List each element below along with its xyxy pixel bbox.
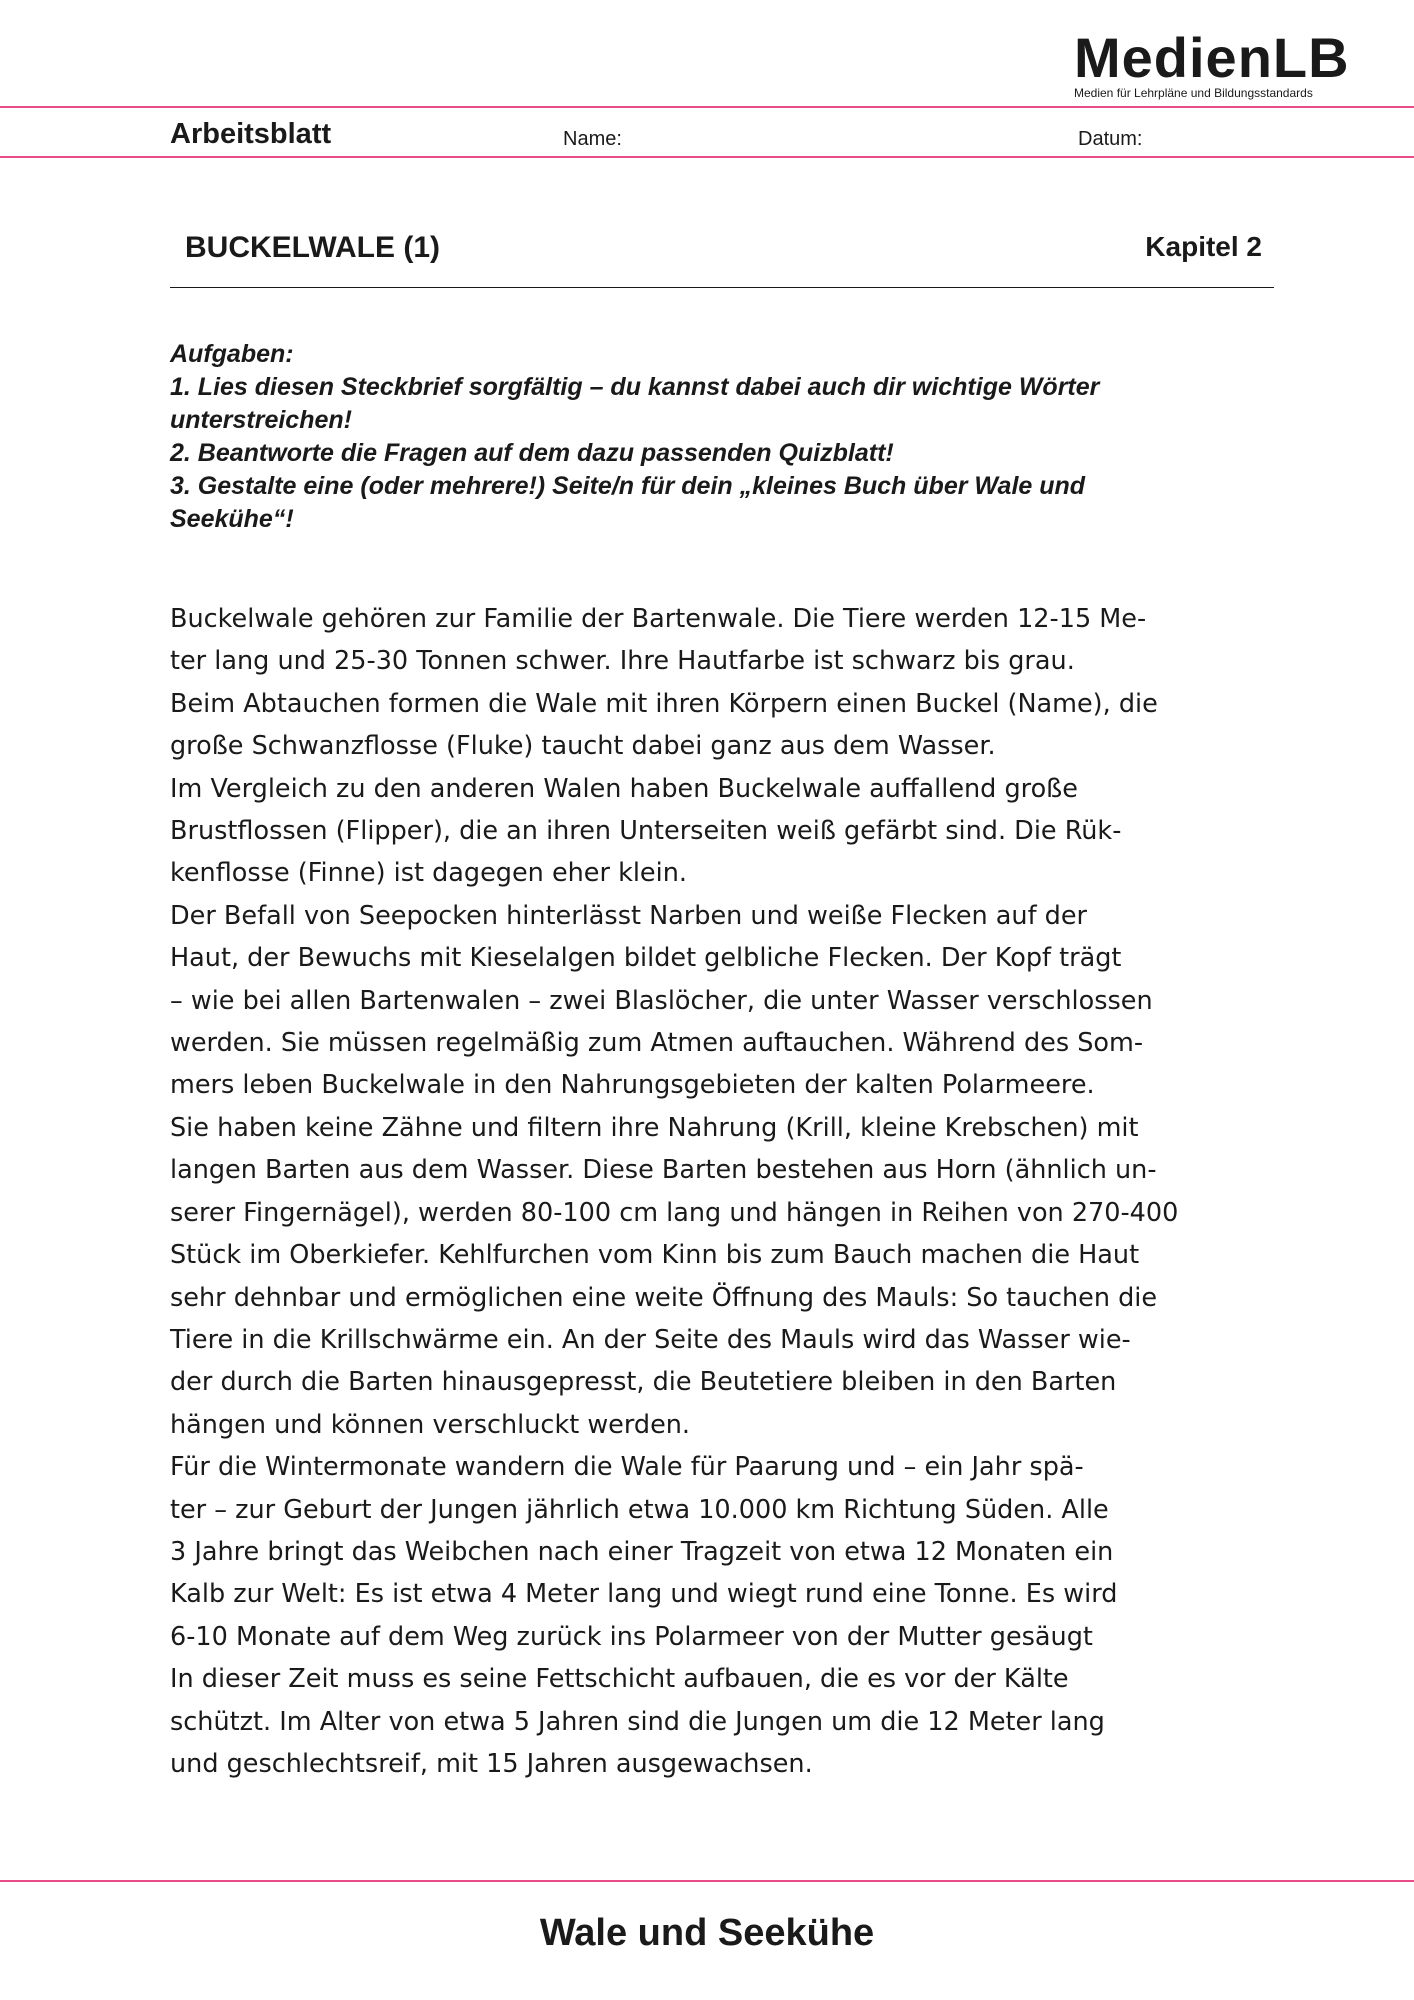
text-line: – wie bei allen Bartenwalen – zwei Blaslöcher, die unter Wasser verschlossen: [170, 985, 1153, 1016]
task-line: 2. Beantworte die Fragen auf dem dazu passenden Quizblatt!: [170, 439, 894, 467]
task-line: Seekühe“!: [170, 505, 294, 533]
name-label: Name:: [563, 128, 622, 150]
text-line: große Schwanzflosse (Fluke) taucht dabei ganz aus dem Wasser.: [170, 731, 996, 762]
text-line: 3 Jahre bringt das Weibchen nach einer Tragzeit von etwa 12 Monaten ein: [170, 1536, 1114, 1567]
chapter-label: Kapitel 2: [1145, 231, 1262, 262]
section-heading: [170, 227, 1274, 288]
section-title: BUCKELWALE (1): [185, 231, 440, 264]
text-line: kenflosse (Finne) ist dagegen eher klein.: [170, 858, 687, 889]
header-top-divider: [0, 106, 1414, 108]
text-line: 6-10 Monate auf dem Weg zurück ins Polarmeer von der Mutter gesäugt: [170, 1621, 1093, 1652]
text-line: Brustflossen (Flipper), die an ihren Unterseiten weiß gefärbt sind. Die Rük-: [170, 816, 1122, 847]
text-line: Kalb zur Welt: Es ist etwa 4 Meter lang und wiegt rund eine Tonne. Es wird: [170, 1579, 1118, 1610]
logo-name: MedienLB: [1074, 26, 1350, 89]
text-line: ter lang und 25-30 Tonnen schwer. Ihre Hautfarbe ist schwarz bis grau.: [170, 646, 1075, 677]
text-line: ter – zur Geburt der Jungen jährlich etwa 10.000 km Richtung Süden. Alle: [170, 1494, 1109, 1525]
date-label: Datum:: [1078, 128, 1143, 150]
text-line: In dieser Zeit muss es seine Fettschicht aufbauen, die es vor der Kälte: [170, 1664, 1069, 1695]
footer-divider: [0, 1880, 1414, 1882]
text-line: der durch die Barten hinausgepresst, die Beutetiere bleiben in den Barten: [170, 1367, 1117, 1398]
text-line: und geschlechtsreif, mit 15 Jahren ausgewachsen.: [170, 1748, 813, 1779]
text-line: langen Barten aus dem Wasser. Diese Barten bestehen aus Horn (ähnlich un-: [170, 1155, 1157, 1186]
logo-tagline: Medien für Lehrpläne und Bildungsstandards: [1074, 86, 1313, 100]
header-bottom-divider: [0, 156, 1414, 158]
text-line: werden. Sie müssen regelmäßig zum Atmen auftauchen. Während des Som-: [170, 1028, 1144, 1059]
text-line: Für die Wintermonate wandern die Wale für Paarung und – ein Jahr spä-: [170, 1452, 1084, 1483]
worksheet-header: [0, 118, 1414, 154]
text-line: hängen und können verschluckt werden.: [170, 1409, 691, 1440]
text-line: Beim Abtauchen formen die Wale mit ihren Körpern einen Buckel (Name), die: [170, 688, 1158, 719]
text-line: Im Vergleich zu den anderen Walen haben Buckelwale auffallend große: [170, 773, 1078, 804]
task-line: 3. Gestalte eine (oder mehrere!) Seite/n für dein „kleines Buch über Wale und: [170, 472, 1086, 500]
task-line: 1. Lies diesen Steckbrief sorgfältig – du kannst dabei auch dir wichtige Wörter: [170, 373, 1100, 401]
fact-sheet-text: [170, 598, 1285, 1785]
task-list: [170, 338, 1280, 536]
logo: [1074, 26, 1374, 100]
text-line: sehr dehnbar und ermöglichen eine weite Öffnung des Mauls: So tauchen die: [170, 1282, 1158, 1313]
text-line: Stück im Oberkiefer. Kehlfurchen vom Kinn bis zum Bauch machen die Haut: [170, 1240, 1140, 1271]
task-line: unterstreichen!: [170, 406, 352, 434]
text-line: serer Fingernägel), werden 80-100 cm lang und hängen in Reihen von 270-400: [170, 1197, 1179, 1228]
text-line: mers leben Buckelwale in den Nahrungsgebieten der kalten Polarmeere.: [170, 1070, 1095, 1101]
task-heading: Aufgaben:: [170, 340, 294, 368]
footer-title: Wale und Seekühe: [539, 1912, 875, 1954]
text-line: Haut, der Bewuchs mit Kieselalgen bildet gelbliche Flecken. Der Kopf trägt: [170, 943, 1122, 974]
text-line: Buckelwale gehören zur Familie der Bartenwale. Die Tiere werden 12-15 Me-: [170, 604, 1147, 634]
text-line: Tiere in die Krillschwärme ein. An der Seite des Mauls wird das Wasser wie-: [170, 1324, 1131, 1355]
text-line: Sie haben keine Zähne und filtern ihre Nahrung (Krill, kleine Krebschen) mit: [170, 1112, 1139, 1143]
text-line: Der Befall von Seepocken hinterlässt Narben und weiße Flecken auf der: [170, 900, 1088, 931]
text-line: schützt. Im Alter von etwa 5 Jahren sind die Jungen um die 12 Meter lang: [170, 1706, 1105, 1737]
worksheet-label: Arbeitsblatt: [170, 118, 332, 150]
